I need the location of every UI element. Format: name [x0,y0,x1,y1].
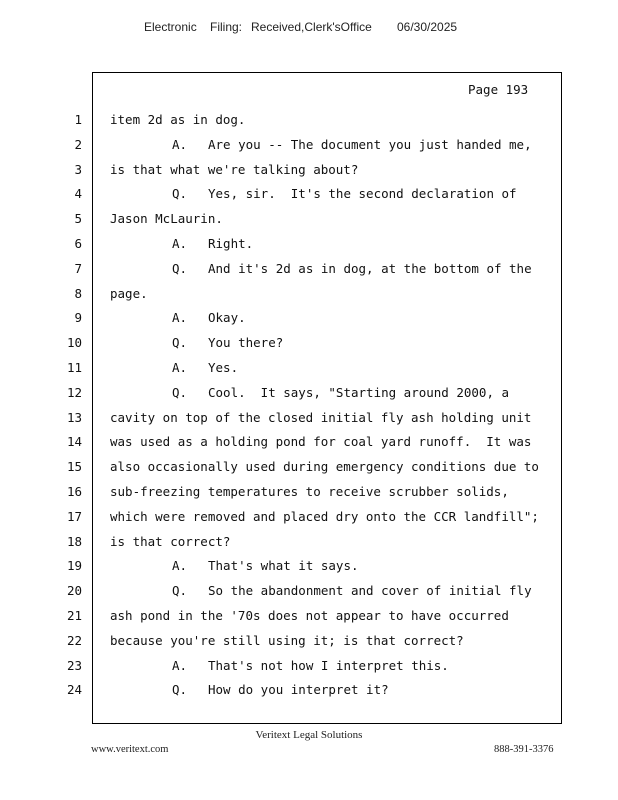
line-number: 7 [74,260,82,276]
transcript-lines [110,108,550,703]
transcript-line [110,282,550,307]
transcript-line [110,678,550,703]
transcript-line [110,257,550,282]
footer-company: Veritext Legal Solutions [255,729,363,741]
line-text: Yes. [208,359,239,375]
transcript-line [110,381,550,406]
transcript-line [110,182,550,207]
speaker-label: A. [172,558,188,574]
line-number: 12 [66,384,82,400]
line-number: 8 [74,285,82,301]
speaker-label: Q. [172,186,188,202]
line-number: 5 [74,211,82,227]
line-text: Cool. It says, "Starting around 2000, a [208,384,510,400]
footer-phone: 888-391-3376 [494,744,554,755]
transcript-line [110,604,550,629]
transcript-line [110,207,550,232]
line-number: 14 [66,434,82,450]
transcript-line [110,158,550,183]
line-number: 16 [66,483,82,499]
transcript-line [110,505,550,530]
line-number: 13 [66,409,82,425]
filing-header-filing: Filing: [210,20,243,34]
line-number: 4 [74,186,82,202]
filing-header-date: 06/30/2025 [397,20,458,34]
speaker-label: A. [172,136,188,152]
transcript-line [110,430,550,455]
transcript-line [110,306,550,331]
transcript-line [110,133,550,158]
line-text: Right. [208,235,254,251]
line-text: That's what it says. [208,558,359,574]
speaker-label: Q. [172,682,188,698]
transcript-line [110,554,550,579]
line-number: 18 [66,533,82,549]
line-text: Yes, sir. It's the second declaration of [208,186,517,202]
line-number: 9 [74,310,82,326]
speaker-label: Q. [172,335,188,351]
line-text: And it's 2d as in dog, at the bottom of the [208,260,532,276]
line-number: 21 [66,607,82,623]
footer-website: www.veritext.com [91,744,169,755]
line-text: was used as a holding pond for coal yard runoff. It was [110,434,532,450]
line-text: because you're still using it; is that correct? [110,632,464,648]
transcript-line [110,356,550,381]
transcript-line [110,331,550,356]
line-text: also occasionally used during emergency conditions due to [110,459,539,475]
line-text: You there? [208,335,284,351]
filing-header [0,20,618,38]
speaker-label: Q. [172,583,188,599]
line-number: 20 [66,583,82,599]
line-number: 15 [66,459,82,475]
line-number: 17 [66,508,82,524]
line-text: cavity on top of the closed initial fly ash holding unit [110,409,532,425]
transcript-line [110,108,550,133]
line-text: sub-freezing temperatures to receive scrubber solids, [110,483,509,499]
speaker-label: A. [172,310,188,326]
line-text: Jason McLaurin. [110,211,223,227]
speaker-label: Q. [172,384,188,400]
line-number: 2 [74,136,82,152]
line-text: page. [110,285,148,301]
line-number: 22 [66,632,82,648]
speaker-label: A. [172,235,188,251]
line-text: That's not how I interpret this. [208,657,449,673]
transcript-line [110,629,550,654]
filing-header-received: Received,Clerk'sOffice [251,20,372,34]
transcript-line [110,654,550,679]
line-text: item 2d as in dog. [110,112,246,127]
transcript-line [110,455,550,480]
transcript-line [110,406,550,431]
line-number: 6 [74,235,82,251]
line-number-column [40,108,82,703]
speaker-label: Q. [172,260,188,276]
transcript-line [110,530,550,555]
line-number: 10 [66,335,82,351]
speaker-label: A. [172,359,188,375]
speaker-label: A. [172,657,188,673]
line-text: How do you interpret it? [208,682,389,698]
line-text: is that correct? [110,533,231,549]
filing-header-electronic: Electronic [144,20,197,34]
page-number: Page 193 [468,82,529,97]
line-text: So the abandonment and cover of initial fly [208,583,532,599]
transcript-line [110,579,550,604]
line-number: 11 [66,359,82,375]
line-text: ash pond in the '70s does not appear to have occurred [110,607,509,623]
line-text: Okay. [208,310,246,326]
line-text: is that what we're talking about? [110,161,359,177]
transcript-line [110,480,550,505]
line-number: 3 [74,161,82,177]
line-number: 23 [66,657,82,673]
transcript-line [110,232,550,257]
line-number: 1 [74,112,82,127]
line-text: Are you -- The document you just handed me, [208,136,532,152]
line-number: 19 [66,558,82,574]
line-number: 24 [66,682,82,698]
line-text: which were removed and placed dry onto the CCR landfill"; [110,508,539,524]
